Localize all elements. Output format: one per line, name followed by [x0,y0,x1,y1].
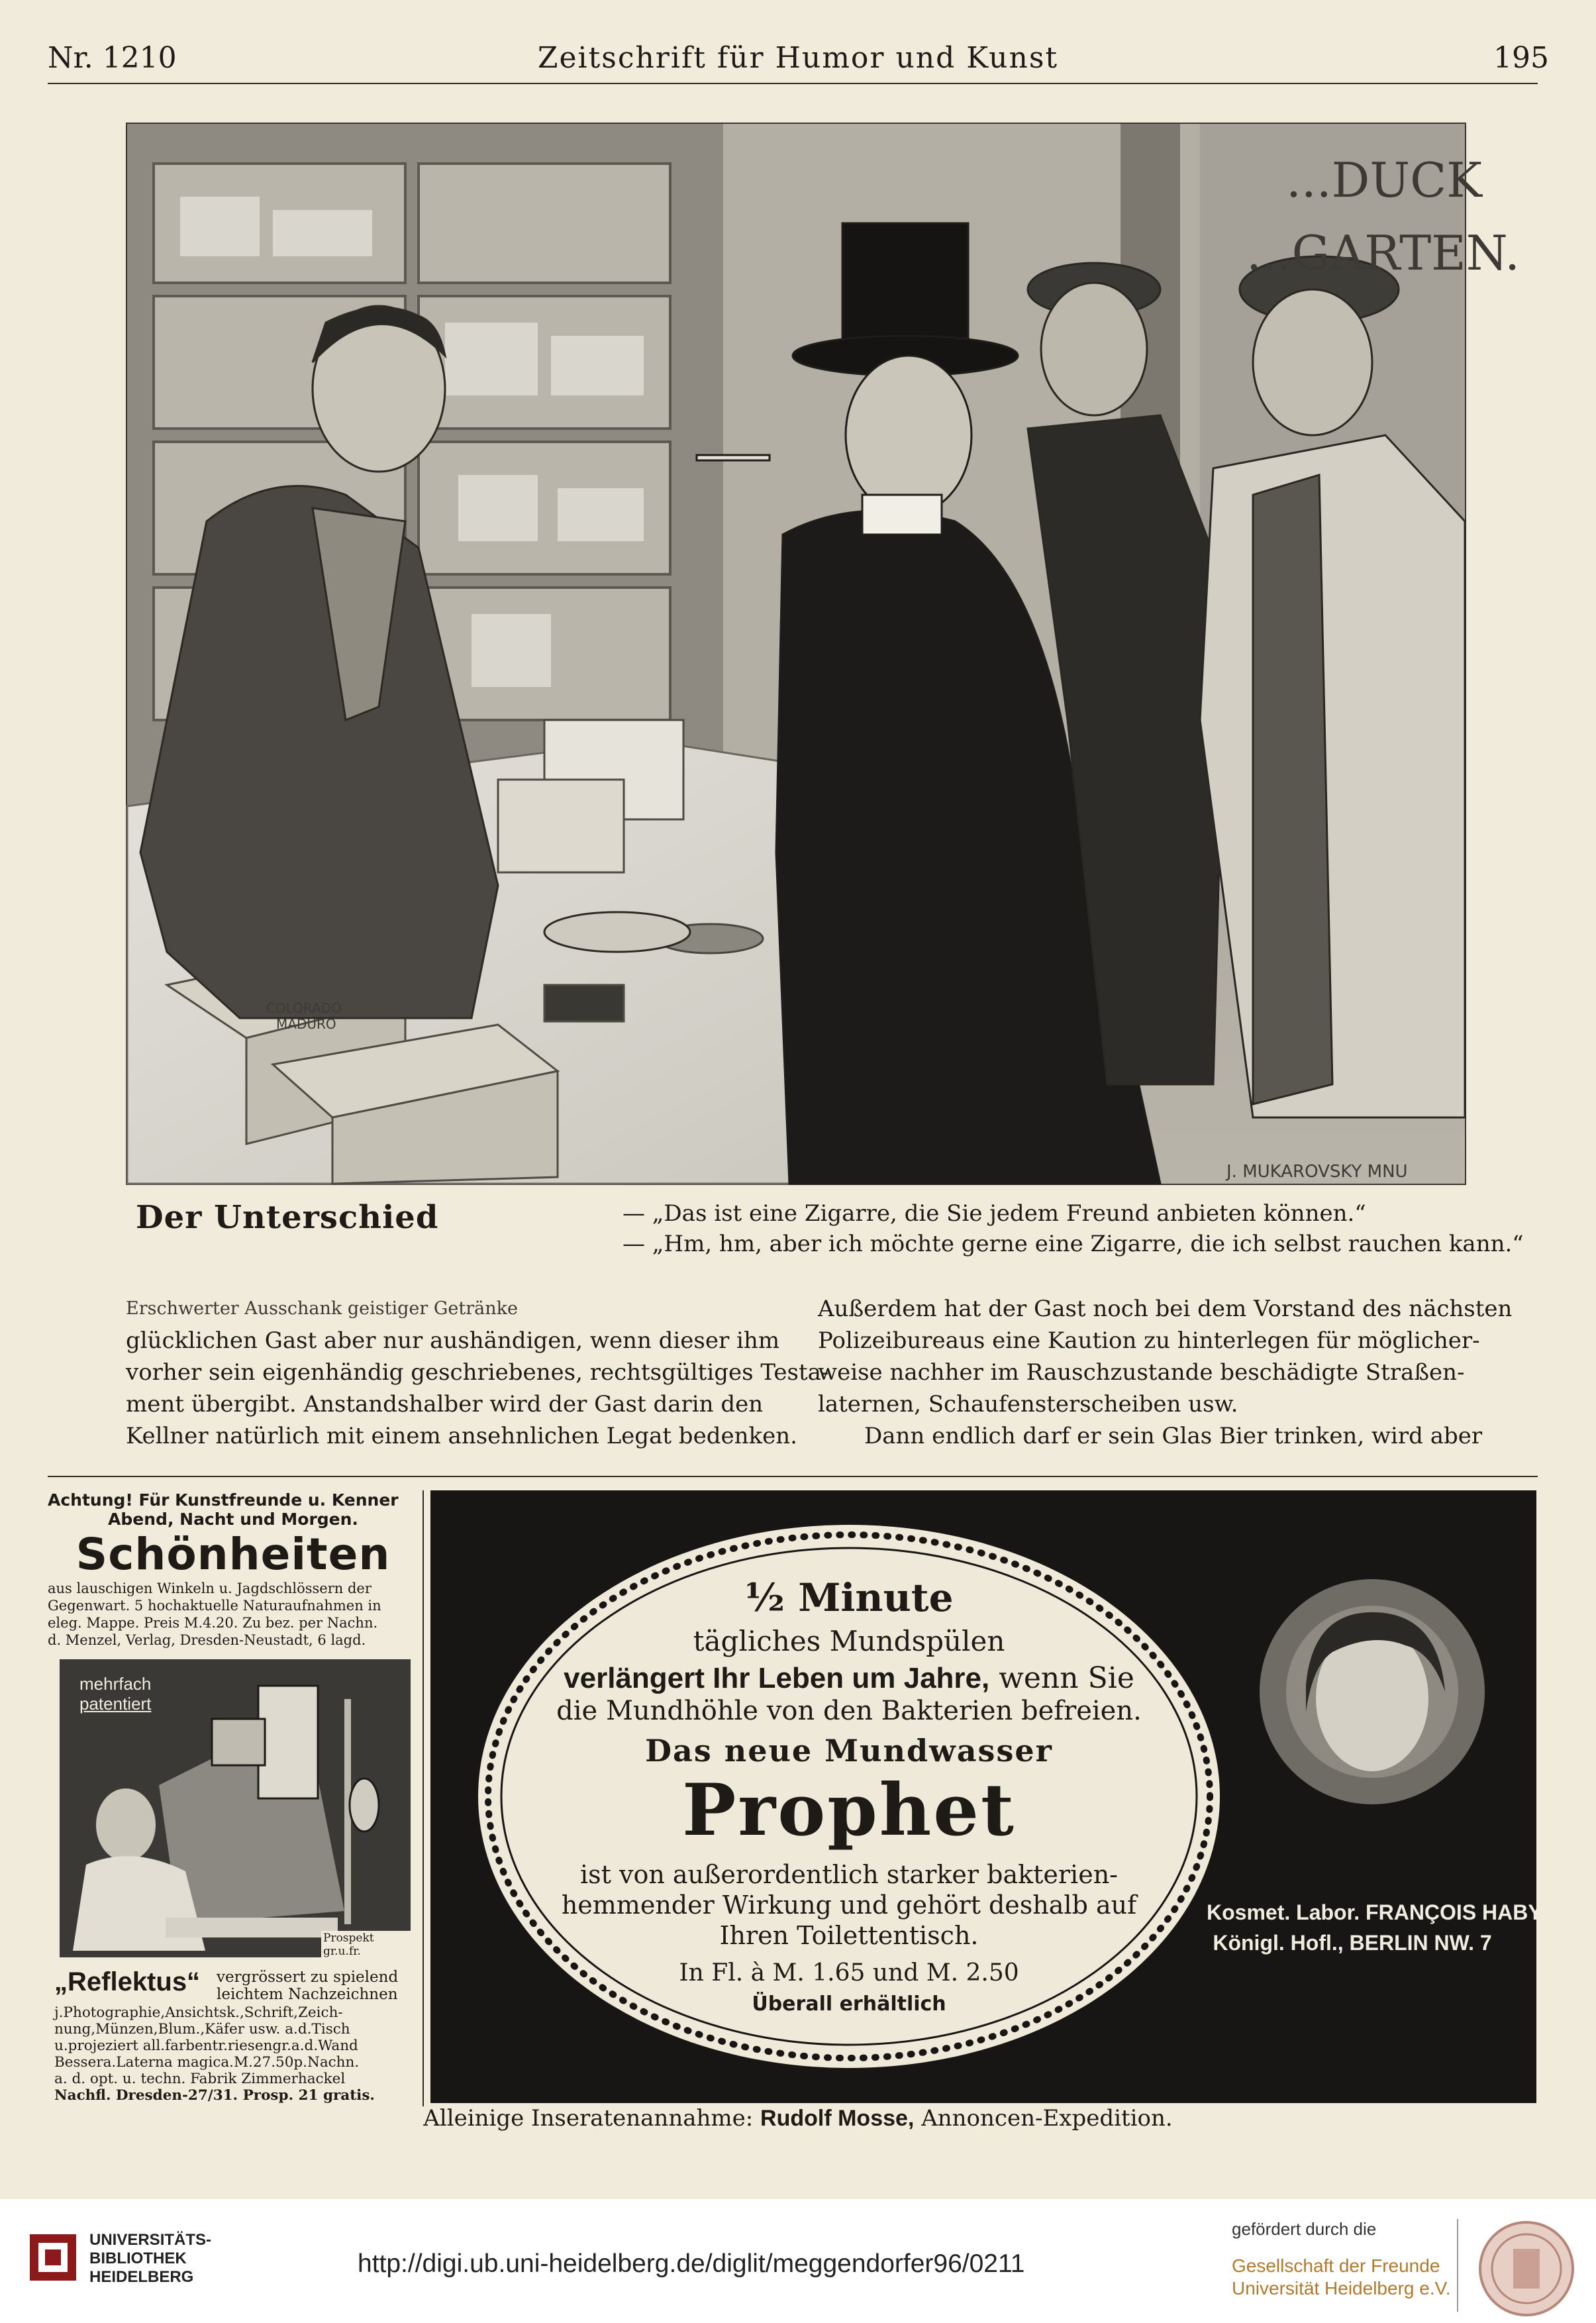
article-heading: Erschwerter Ausschank geistiger Getränke [126,1298,518,1319]
text-line: Kellner natürlich mit einem ansehnlichen Legat bedenken. [126,1423,797,1449]
manufacturer [1207,1897,1546,1958]
bacteria-line: die Mundhöhle von den Bakterien befreien. [556,1696,1142,1726]
text-line: glücklichen Gast aber nur aushändigen, wenn dieser ihm [126,1327,780,1354]
cigar-shop-illustration [126,123,1520,1185]
extends-life-bold: verlängert Ihr Leben um Jahre, [564,1662,990,1694]
ub-logo-mark [26,2231,79,2284]
issue-number: Nr. 1210 [48,41,177,75]
ub-logo-text [89,2231,211,2287]
caption-line-1: — „Das ist eine Zigarre, die Sie jedem Freund anbieten können.“ [623,1200,1366,1227]
text-line: Außerdem hat der Gast noch bei dem Vorstand des nächsten [818,1296,1513,1322]
ad-divider [423,1490,424,2106]
illustration-drawing [127,124,1520,1184]
caption-line-2: — „Hm, hm, aber ich möchte gerne eine Zigarre, die ich selbst rauchen kann.“ [623,1231,1524,1257]
society-line1: Gesellschaft der Freunde [1232,2255,1440,2276]
text-line: weise nachher im Rauschzustande beschädigte Straßen- [818,1359,1465,1386]
extends-life-tail: wenn Sie [999,1661,1134,1695]
price-line: In Fl. à M. 1.65 und M. 2.50 [679,1959,1019,1987]
ub-logo-line1: UNIVERSITÄTS- [89,2231,212,2249]
artist-signature: J. MUKAROVSKY MNU [1226,1162,1408,1182]
manufacturer-line2: Königl. Hofl., BERLIN NW. 7 [1213,1931,1492,1955]
new-mouthwash: Das neue Mundwasser [645,1733,1053,1769]
reflektus-name: „Reflektus“ [54,1967,201,1996]
manufacturer-line1: Kosmet. Labor. FRANÇOIS HABY, [1207,1900,1546,1924]
ad-left-small-3: eleg. Mappe. Preis M.4.20. Zu bez. per Nachn. [48,1615,378,1631]
text-line: vorher sein eigenhändig geschriebenes, rechtsgültiges Testa- [126,1359,829,1386]
page-number: 195 [1493,41,1549,75]
desc-line: Bessera.Laterna magica.M.27.50p.Nachn. [54,2054,360,2071]
reflektus-tail-2: leichtem Nachzeichnen [217,1986,398,2003]
reflektus-advertisement [48,1490,419,2106]
window-sign-line1: ...DUCK [1286,152,1482,208]
desc-line: Nachfl. Dresden-27/31. Prosp. 21 gratis. [54,2087,375,2104]
patent-badge-line1: mehrfach [79,1674,152,1694]
ub-logo-line2: BIBLIOTHEK [89,2249,187,2267]
footer-divider [1457,2219,1458,2312]
society-name [1232,2255,1450,2300]
prophet-mouthwash-advertisement [430,1490,1546,2103]
ad-left-small-4: d. Menzel, Verlag, Dresden-Neustadt, 6 lagd. [48,1632,366,1648]
ad-left-small-2: Gegenwart. 5 hochaktuelle Naturaufnahmen in [48,1598,381,1614]
library-footer [0,2199,1596,2323]
ad-acceptance-name: Rudolf Mosse, [760,2106,915,2131]
permalink-url[interactable]: http://digi.ub.uni-heidelberg.de/diglit/meggendorfer96/0211 [358,2249,1025,2278]
text-line: laternen, Schaufensterscheiben usw. [818,1391,1238,1418]
ub-logo-line3: HEIDELBERG [89,2268,194,2286]
ads-rule [48,1476,1538,1477]
ad-left-line2: Abend, Nacht und Morgen. [108,1510,358,1529]
prophet-ad-panel [449,1510,1546,2083]
box-label-1: COLORADO [266,1000,342,1016]
oval-copy [491,1522,1207,2069]
available-everywhere: Überall erhältlich [752,1992,946,2016]
half-minute: ½ Minute [744,1575,954,1620]
journal-title: Zeitschrift für Humor und Kunst [537,41,1059,75]
desc-line: nung,Münzen,Blum.,Käfer usw. a.d.Tisch [54,2021,350,2038]
header-rule [48,83,1538,84]
ad-acceptance-suffix: Annoncen-Expedition. [921,2105,1173,2132]
reflektus-tail-1: vergrössert zu spielend [217,1969,399,1986]
ad-acceptance-line [0,2105,1596,2132]
projector-illustration [60,1659,411,1957]
ad-left-headline: Schönheiten [75,1529,391,1580]
text-line: Dann endlich darf er sein Glas Bier trinken, wird aber [864,1423,1483,1449]
text-line: ment übergibt. Anstandshalber wird der Gast darin den [126,1391,764,1418]
patent-badge [79,1674,151,1714]
patent-badge-line2: patentiert [79,1694,152,1714]
box-label-2: MADURO [276,1016,336,1032]
ad-acceptance-prefix: Alleinige Inseratenannahme: [423,2105,754,2132]
prospekt-label: Prospekt gr.u.fr. [321,1931,411,1959]
extends-life [491,1661,1207,1695]
daily-rinse: tägliches Mundspülen [693,1625,1005,1657]
ad-left-small-1: aus lauschigen Winkeln u. Jagdschlössern der [48,1580,372,1596]
effect-line-1: ist von außerordentlich starker bakterien- [579,1860,1119,1889]
desc-line: u.projeziert all.farbentr.riesengr.a.d.Wand [54,2038,358,2054]
society-seal [1477,2219,1576,2318]
ub-logo-icon [26,2231,79,2284]
article-left-column [126,1325,829,1452]
funded-by: gefördert durch die [1232,2219,1377,2239]
desc-line: a. d. opt. u. techn. Fabrik Zimmerhackel [54,2071,346,2087]
article-right-column [818,1293,1513,1452]
society-line2: Universität Heidelberg e.V. [1232,2278,1451,2298]
effect-line-3: Ihren Toilettentisch. [719,1921,979,1950]
desc-line: j.Photographie,Ansichtsk.,Schrift,Zeich- [54,2004,343,2021]
window-sign-line2: ...GARTEN. [1246,225,1520,281]
prophet-brand: Prophet [682,1769,1016,1852]
caption-title: Der Unterschied [136,1199,439,1236]
society-seal-icon [1477,2219,1576,2318]
reflektus-description [54,2004,375,2104]
ad-left-line1: Achtung! Für Kunstfreunde u. Kenner [48,1490,399,1510]
text-line: Polizeibureaus eine Kaution zu hinterlegen für möglicher- [818,1327,1480,1354]
effect-line-2: hemmender Wirkung und gehört deshalb auf [561,1890,1137,1920]
